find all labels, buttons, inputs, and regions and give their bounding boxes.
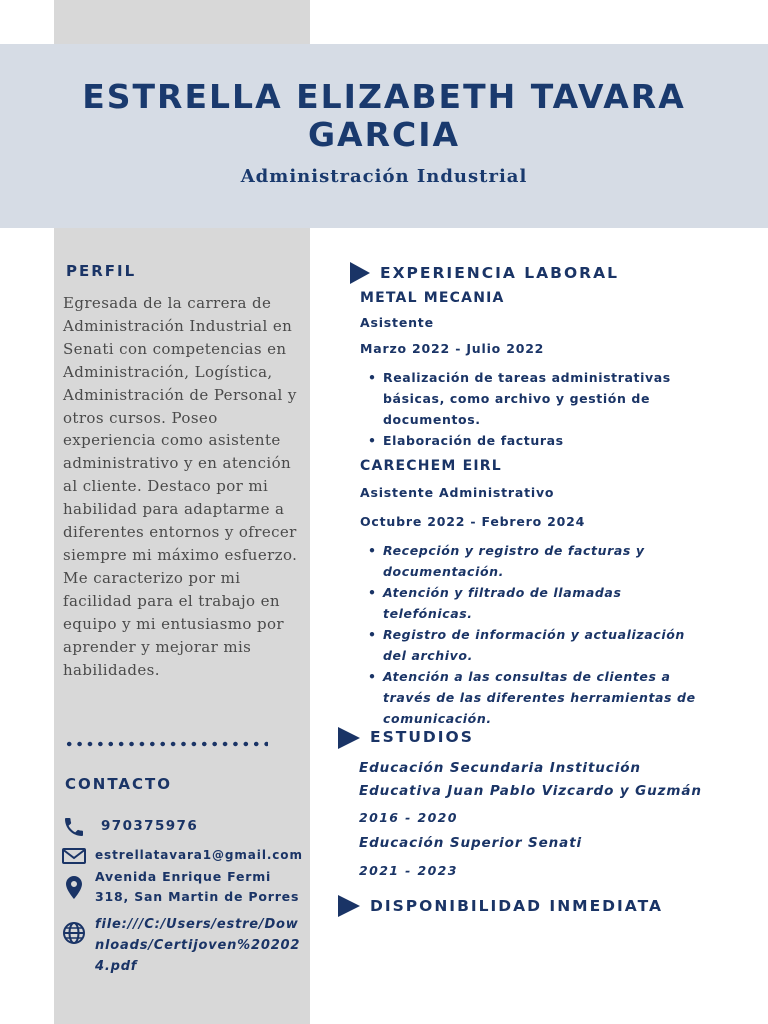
education-heading: ESTUDIOS <box>370 728 474 746</box>
list-item: • Registro de información y actualización del archivo. <box>383 624 713 666</box>
education-name: Educación Superior Senati <box>359 835 583 851</box>
job-duties-list <box>383 367 713 451</box>
experience-arrow-icon <box>350 262 370 284</box>
education-dates: 2016 - 2020 <box>359 810 458 825</box>
education-name: Educación Secundaria Institución Educativa Juan Pablo Vizcardo y Guzmán <box>359 760 702 799</box>
contact-address-line2: 318, San Martin de Porres <box>95 889 300 904</box>
globe-icon <box>62 921 86 945</box>
education-dates: 2021 - 2023 <box>359 863 458 878</box>
envelope-icon <box>62 844 86 868</box>
job-role: Asistente Administrativo <box>360 485 555 500</box>
contact-heading: CONTACTO <box>65 775 172 793</box>
job-company: METAL MECANIA <box>360 290 505 306</box>
job-dates: Marzo 2022 - Julio 2022 <box>360 341 545 356</box>
list-item: • Recepción y registro de facturas y documentación. <box>383 540 713 582</box>
job-role: Asistente <box>360 315 434 330</box>
contact-address-line1: Avenida Enrique Fermi <box>95 869 272 884</box>
job-dates: Octubre 2022 - Febrero 2024 <box>360 514 586 529</box>
phone-icon <box>62 815 86 839</box>
contact-link[interactable]: file:///C:/Users/estre/Downloads/Certijoven%202024.pdf <box>95 917 301 974</box>
list-item: • Realización de tareas administrativas básicas, como archivo y gestión de documentos. <box>383 367 713 430</box>
job-company: CARECHEM EIRL <box>360 458 502 474</box>
candidate-profession: Administración Industrial <box>240 166 528 187</box>
profile-heading: PERFIL <box>66 262 137 280</box>
dotted-divider <box>64 740 268 748</box>
availability-heading: DISPONIBILIDAD INMEDIATA <box>370 897 663 915</box>
candidate-name: ESTRELLA ELIZABETH TAVARA GARCIA <box>82 77 686 154</box>
profile-summary: Egresada de la carrera de Administración Industrial en Senati con competencias en Administración, Logística, Administración de Personal y otros cursos. Poseo experiencia como asistente administrativo y en atención al cliente. Destaco por mi habilidad para adaptarme a diferentes entornos y ofrecer siempre mi máximo esfuerzo. Me caracterizo por mi facilidad para el trabajo en equipo y mi entusiasmo por aprender y mejorar mis habilidades. <box>63 294 298 679</box>
list-item: • Atención y filtrado de llamadas telefónicas. <box>383 582 713 624</box>
location-pin-icon <box>62 875 86 899</box>
list-item: • Atención a las consultas de clientes a través de las diferentes herramientas de comunicación. <box>383 666 713 729</box>
job-duties-list <box>383 540 713 729</box>
education-arrow-icon <box>338 727 360 749</box>
contact-phone: 970375976 <box>101 818 199 834</box>
list-item: • Elaboración de facturas <box>383 430 713 451</box>
experience-heading: EXPERIENCIA LABORAL <box>380 264 619 282</box>
availability-arrow-icon <box>338 895 360 917</box>
contact-email[interactable]: estrellatavara1@gmail.com <box>95 848 303 862</box>
